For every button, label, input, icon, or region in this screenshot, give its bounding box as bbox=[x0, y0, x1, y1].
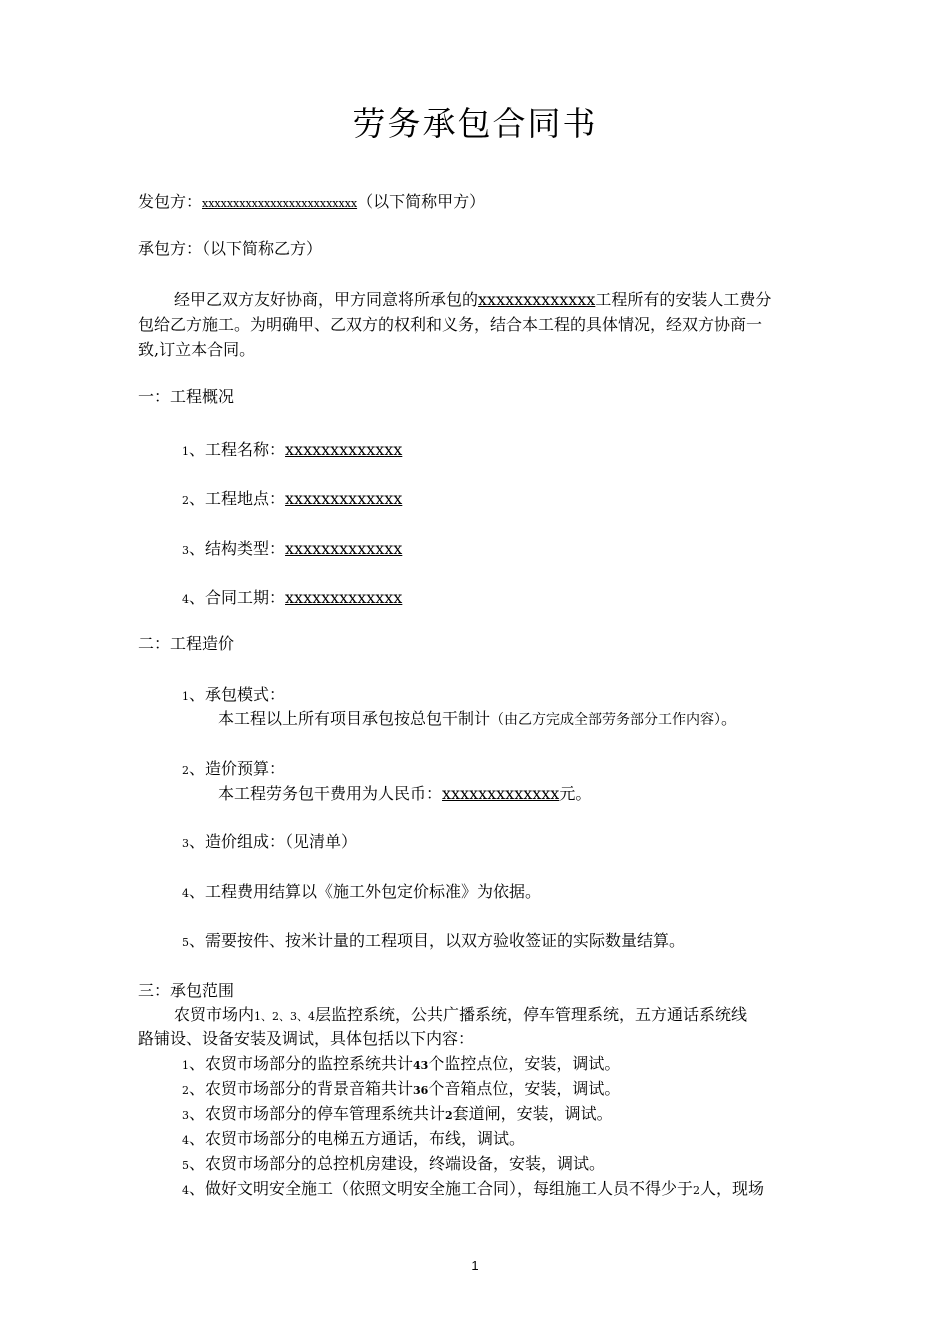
item-number: 3 bbox=[182, 544, 189, 557]
scope-item bbox=[182, 1129, 525, 1151]
section-2-item-2-detail bbox=[218, 784, 591, 804]
item-label: 、造价组成：（见清单） bbox=[189, 832, 358, 851]
detail-text: （由乙方完成全部劳务部分工作内容） bbox=[490, 712, 722, 728]
intro-project: xxxxxxxxxxxxx bbox=[478, 290, 596, 309]
item-count: 43 bbox=[413, 1059, 429, 1072]
item-text: 、农贸市场部分的背景音箱共计 bbox=[189, 1079, 414, 1098]
item-number: 4 bbox=[182, 1134, 189, 1147]
section-2-item-1 bbox=[182, 685, 285, 707]
party-b-suffix: （以下简称乙方） bbox=[202, 239, 323, 258]
item-count: 36 bbox=[413, 1084, 429, 1097]
scope-item bbox=[182, 1179, 764, 1201]
item-number: 2 bbox=[182, 1084, 189, 1097]
intro-text: 农贸市场内 bbox=[174, 1005, 255, 1024]
detail-text: 本工程劳务包干费用为人民币： bbox=[218, 784, 443, 803]
item-number: 4 bbox=[182, 1184, 189, 1197]
scope-item bbox=[182, 1154, 605, 1176]
item-number: 5 bbox=[182, 1159, 189, 1172]
item-number: 5 bbox=[182, 936, 189, 949]
item-value: xxxxxxxxxxxxx bbox=[285, 539, 403, 558]
section-3-intro-line-2: 路铺设、设备安装及调试，具体包括以下内容： bbox=[138, 1029, 475, 1048]
item-number: 2 bbox=[182, 764, 189, 777]
item-number: 3 bbox=[182, 837, 189, 850]
amount-value: xxxxxxxxxxxxx bbox=[442, 784, 560, 803]
party-b-line bbox=[138, 239, 322, 259]
party-a-line bbox=[138, 192, 485, 214]
item-number: 3 bbox=[182, 1109, 189, 1122]
intro-text: 经甲乙双方友好协商，甲方同意将所承包的 bbox=[174, 290, 479, 309]
scope-item bbox=[182, 1079, 620, 1101]
item-text: 、农贸市场部分的总控机房建设，终端设备，安装，调试。 bbox=[189, 1154, 606, 1173]
section-3-intro-line-1 bbox=[174, 1005, 747, 1027]
intro-line-3: 致,订立本合同。 bbox=[138, 340, 256, 359]
item-value: xxxxxxxxxxxxx bbox=[285, 440, 403, 459]
item-number: 2 bbox=[182, 494, 189, 507]
item-text: 、农贸市场部分的停车管理系统共计 bbox=[189, 1104, 446, 1123]
section-1-item bbox=[182, 539, 402, 561]
document-title: 劳务承包合同书 bbox=[352, 104, 598, 143]
detail-text: 元。 bbox=[559, 784, 592, 803]
scope-item bbox=[182, 1054, 620, 1076]
intro-line-1 bbox=[174, 290, 771, 310]
intro-text: 层监控系统，公共广播系统，停车管理系统，五方通话系统线 bbox=[315, 1005, 748, 1024]
intro-text: 工程所有的安装人工费分 bbox=[595, 290, 772, 309]
item-text: 、农贸市场部分的电梯五方通话，布线，调试。 bbox=[189, 1129, 526, 1148]
section-2-item-1-detail bbox=[218, 709, 737, 730]
item-text: 个音箱点位，安装，调试。 bbox=[428, 1079, 621, 1098]
item-text: 、农贸市场部分的监控系统共计 bbox=[189, 1054, 414, 1073]
section-1-heading: 一：工程概况 bbox=[138, 387, 235, 406]
party-a-label: 发包方： bbox=[138, 192, 203, 211]
item-number: 1 bbox=[182, 445, 189, 458]
item-text: 人，现场 bbox=[700, 1179, 765, 1198]
item-count: 2 bbox=[445, 1109, 453, 1122]
item-label: 、结构类型： bbox=[189, 539, 286, 558]
item-number: 1 bbox=[182, 1059, 189, 1072]
section-1-item bbox=[182, 440, 402, 462]
item-text: 套道闸，安装，调试。 bbox=[452, 1104, 613, 1123]
section-1-item bbox=[182, 489, 402, 511]
section-2-item-2 bbox=[182, 759, 285, 781]
page-number: 1 bbox=[471, 1258, 479, 1273]
item-label: 、合同工期： bbox=[189, 588, 286, 607]
floor-numbers: 1、2、3、4 bbox=[254, 1010, 316, 1023]
item-label: 、工程费用结算以《施工外包定价标准》为依据。 bbox=[189, 882, 542, 901]
item-number: 4 bbox=[182, 887, 189, 900]
section-2-item-4 bbox=[182, 882, 541, 904]
item-value: xxxxxxxxxxxxx bbox=[285, 588, 403, 607]
scope-item bbox=[182, 1104, 613, 1126]
item-number: 4 bbox=[182, 593, 189, 606]
party-a-suffix: （以下简称甲方） bbox=[357, 192, 486, 211]
item-label: 、工程名称： bbox=[189, 440, 286, 459]
item-value: xxxxxxxxxxxxx bbox=[285, 489, 403, 508]
item-text: 个监控点位，安装，调试。 bbox=[428, 1054, 621, 1073]
party-b-label: 承包方： bbox=[138, 239, 203, 258]
item-label: 、造价预算： bbox=[189, 759, 286, 778]
section-1-item bbox=[182, 588, 402, 610]
intro-line-2: 包给乙方施工。为明确甲、乙双方的权利和义务，结合本工程的具体情况，经双方协商一 bbox=[138, 315, 763, 334]
party-a-value: xxxxxxxxxxxxxxxxxxxxxxxxx bbox=[202, 197, 358, 210]
section-2-heading: 二：工程造价 bbox=[138, 634, 235, 653]
section-2-item-3 bbox=[182, 832, 357, 854]
section-3-heading: 三：承包范围 bbox=[138, 981, 235, 1000]
section-2-item-5 bbox=[182, 931, 685, 953]
item-label: 、承包模式： bbox=[189, 685, 286, 704]
item-label: 、需要按件、按米计量的工程项目，以双方验收签证的实际数量结算。 bbox=[189, 931, 686, 950]
detail-text: 本工程以上所有项目承包按总包干制计 bbox=[218, 709, 491, 728]
item-label: 、工程地点： bbox=[189, 489, 286, 508]
item-text: 、做好文明安全施工（依照文明安全施工合同），每组施工人员不得少于 bbox=[189, 1179, 694, 1198]
item-count: 2 bbox=[693, 1184, 701, 1197]
detail-text: 。 bbox=[721, 709, 738, 728]
item-number: 1 bbox=[182, 690, 189, 703]
